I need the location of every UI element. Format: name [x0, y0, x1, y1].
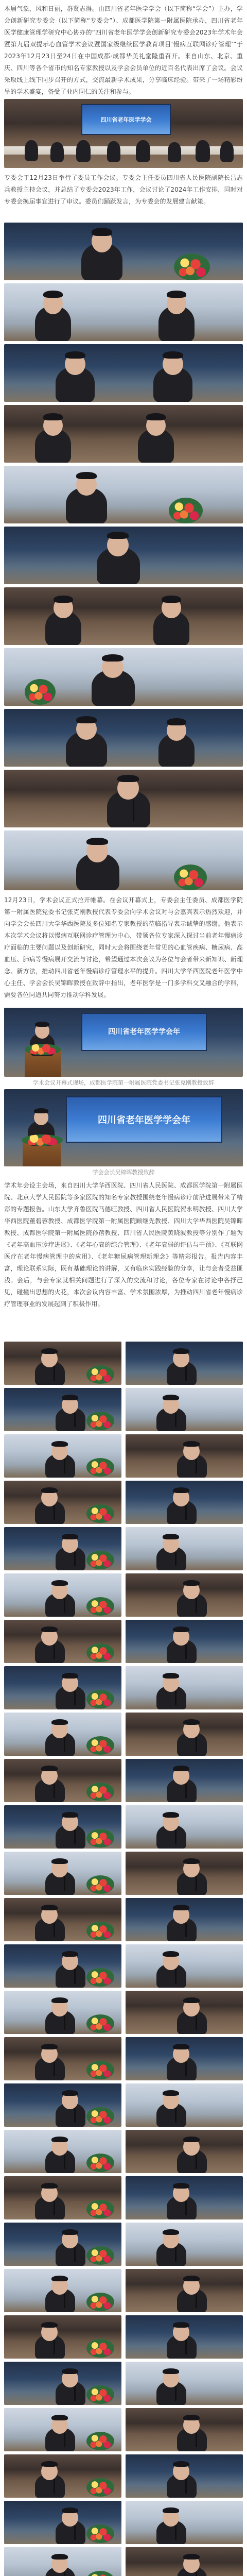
report-speaker-photo: [126, 1852, 243, 1895]
opening-speech-photo: [4, 1008, 243, 1077]
report-speaker-photo: [126, 2362, 243, 2405]
report-speaker-photo: [4, 1527, 121, 1570]
report-speaker-photo: [126, 1481, 243, 1524]
report-speaker-photo: [4, 1852, 121, 1895]
committee-speaker-photo-8: [4, 648, 243, 706]
committee-meeting-paragraph: 专委会于12月23日举行了委员工作会议。专委会主任委员四川省人民医院副院长吕志兵教授主持会议，并总结了专委会2023年工作，会议讨论了2024年工作安排，同时对专委会换届事宜进行了审议。委员们踊跃发言，为专委会的发展建言献策。: [4, 174, 243, 205]
report-speaker-photo: [4, 2269, 121, 2312]
intro-paragraph: 本届气象，风和日丽，群贤志得。由四川省老年医学学会（以下简称“学会”）主办，学会创新研究专委会（以下简称“专委会”）、成都医学院第一附属医院承办，四川省老年医学健康管理学研究中心协办的“四川省老年医学学会创新研究专委会2023年学术年会暨第九届双提示心血管学术会议暨国家级继续医学教育项目‘慢病互联网诊疗管理’”于2023年12月23日至24日在中国成都·成都华美礼堂隆重召开。来自山东、北京、重庆、四川等各个省市的知名专家教授以及学会会员单位的近百名代表出席了会议。会议采取线上线下同步召开的方式，交流最新学术成果，分享临床经验。带来了一场精彩纷呈的学术盛宴，备受了业内同仁的关注和参与。: [4, 5, 243, 95]
committee-speaker-photo-2: [4, 283, 243, 341]
report-speaker-photo: [4, 1944, 121, 1988]
report-speaker-photo: [126, 2037, 243, 2080]
chairman-speech-photo: [4, 1089, 243, 1166]
committee-speaker-photo-6: [4, 527, 243, 584]
committee-speaker-photo-4: [4, 405, 243, 463]
report-speaker-photo: [126, 2083, 243, 2127]
committee-speaker-photo-7: [4, 587, 243, 645]
report-speaker-photo: [4, 2223, 121, 2266]
report-speaker-photo: [126, 2408, 243, 2451]
report-speaker-photo: [4, 2362, 121, 2405]
report-speaker-photo: [126, 1944, 243, 1988]
committee-speaker-photo-5: [4, 466, 243, 523]
report-speaker-photo: [4, 1342, 121, 1385]
report-speaker-photo: [126, 1434, 243, 1478]
main-screen: [66, 1096, 222, 1143]
report-speaker-photo: [4, 2501, 121, 2544]
committee-speaker-photo-3: [4, 344, 243, 402]
report-speaker-photo: [4, 1434, 121, 1478]
committee-speaker-photo-11: [4, 831, 243, 890]
report-speaker-photo: [126, 1573, 243, 1617]
academic-session-paragraph: [4, 1180, 243, 1336]
academic-session-text: 学术年会设主会场，来自四川大学华西医院、四川省人民医院、成都医学院第一附属医院、北京大学人民医院等多家医院的知名专家教授围绕老年慢病诊疗前沿进展带来了精彩的专题报告。山东大学齐鲁医院马德旺教授、四川省人民医院贺永明教授、四川大学华西医院董碧蓉教授、成都医学院第一附属医院顾继先教授、四川大学华西医院吴锦晖教授、成都医学院第一附属医院孙蓓教授、四川省人民医院黄晓波教授等分别作了题为《老年高血压诊疗进展》、《老年心衰的综合管理》、《老年衰弱的评估与干预》、《互联网医疗在老年慢病管理中的应用》、《老年糖尿病管理新理念》等精彩报告。报告内容丰富，理论联系实际，既有基础理论的讲解，又有临床实践经验的分享，让与会者受益匪浅。会后，与会专家就相关问题进行了深入的交流和讨论，各位专家在讨论中各抒己见，碰撞出思想的火花，本次会议内容丰富、学术氛围浓厚，为推动四川省老年慢病诊疗管理事业的发展起到了积极作用。: [4, 1182, 243, 1308]
report-speaker-photo: [4, 1805, 121, 1849]
report-speaker-photo: [126, 2315, 243, 2359]
report-speaker-photo: [4, 1481, 121, 1524]
report-speaker-photo: [4, 2037, 121, 2080]
report-speaker-photo: [4, 1713, 121, 1756]
report-speaker-photo: [4, 2083, 121, 2127]
report-speaker-photo: [126, 2130, 243, 2173]
report-speaker-photo: [4, 2408, 121, 2451]
report-speaker-photo: [126, 2223, 243, 2266]
report-speaker-photo: [126, 2501, 243, 2544]
report-speaker-photo: [126, 1388, 243, 1431]
report-speaker-photo: [126, 1666, 243, 1709]
main-screen-title: 四川省老年医学学会年: [98, 1115, 190, 1126]
report-speaker-photo: [126, 1898, 243, 1941]
opening-screen: [81, 1013, 207, 1051]
report-speaker-photo: [126, 1759, 243, 1802]
report-speaker-photo: [126, 1991, 243, 2034]
report-speaker-photo: [126, 1805, 243, 1849]
committee-speaker-photo-1: [4, 223, 243, 280]
report-speaker-photo: [4, 1898, 121, 1941]
report-speaker-photo: [4, 2547, 121, 2576]
conference-hall-photo: [4, 99, 243, 168]
report-speaker-photo: [4, 1666, 121, 1709]
report-speaker-photo: [126, 2454, 243, 2498]
opening-photo-caption: 学术会议开幕式现场，成都医学院第一附属医院党委书记张克刚教授致辞: [33, 1079, 214, 1086]
report-speaker-photo: [4, 1759, 121, 1802]
report-speaker-photo: [126, 2176, 243, 2219]
committee-speaker-photo-10: [4, 770, 243, 827]
report-speaker-photo: [4, 1620, 121, 1663]
report-speaker-photo: [4, 2315, 121, 2359]
screen-title: 四川省老年医学学会: [100, 116, 152, 123]
report-speaker-photo: [4, 2176, 121, 2219]
opening-screen-title: 四川省老年医学学会年: [108, 1028, 180, 1036]
report-speaker-photo: [4, 2454, 121, 2498]
report-speaker-photo: [126, 1342, 243, 1385]
projection-screen: [81, 104, 171, 135]
report-speaker-photo: [126, 1713, 243, 1756]
report-speaker-photo: [4, 1573, 121, 1617]
report-speaker-photo: [126, 2547, 243, 2576]
report-speaker-photo: [126, 2269, 243, 2312]
report-speaker-photo: [126, 1620, 243, 1663]
report-speaker-photo: [4, 1388, 121, 1431]
committee-speaker-photo-9: [4, 709, 243, 767]
report-speaker-photo: [4, 1991, 121, 2034]
report-speaker-photo: [4, 2130, 121, 2173]
chairman-photo-caption: 学会会长吴锦晖教授致辞: [92, 1169, 155, 1176]
report-speaker-photo: [126, 1527, 243, 1570]
opening-ceremony-paragraph: 12月23日，学术会议正式拉开帷幕。在会议开幕式上，专委会主任委员、成都医学院第一附属医院党委书记张克刚教授代表专委会向学术会议对与会嘉宾表示热烈欢迎，并向学会会长四川大学华西医院及多位知名专家教授的莅临指导表示诚挚的感谢。他表示本次学术会议将以慢病互联网诊疗管理为中心，带领各位专家深入探讨当前老年慢病诊疗面临的主要问题以及创新研究，同时大会将围绕老年常见的心血管疾病、糖尿病、高血压、肺病等慢病展开交流与讨论，希望通过本次会议为各位与会者带来新知识、新理念、新方法，推动四川省老年慢病诊疗管理水平的提升。四川大学华西医院老年医学中心主任、学会会长吴锦晖教授在致辞中指出，老年医学是一门多学科交叉融合的学科，需要各位同道共同努力推动学科发展。: [4, 896, 243, 998]
